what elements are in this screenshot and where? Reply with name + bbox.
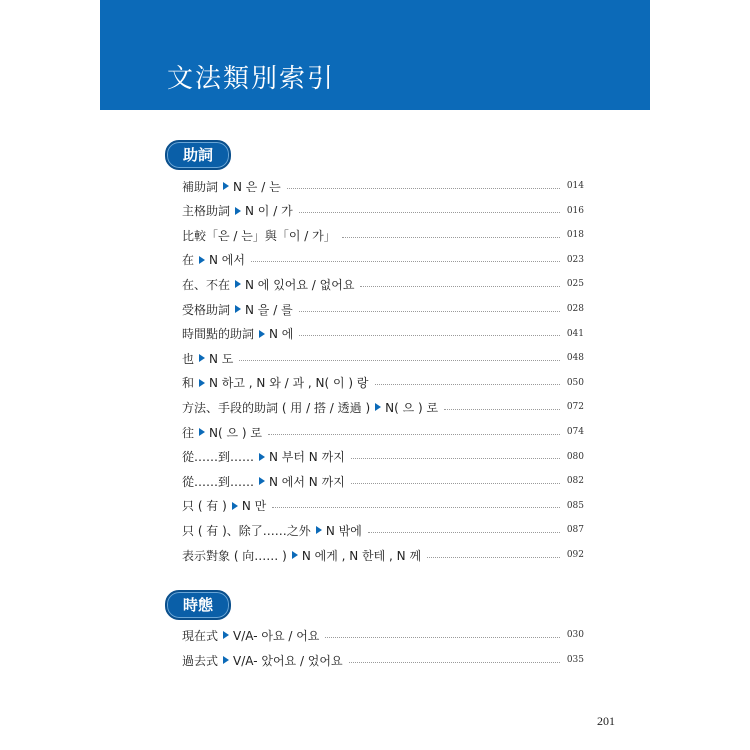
- section-label-particles: 助詞: [165, 140, 231, 170]
- index-entry: [182, 397, 584, 417]
- dot-leader: [287, 188, 560, 189]
- entry-chinese: 只 ( 有 ): [182, 499, 227, 514]
- entry-page-number: 087: [566, 525, 584, 536]
- entry-korean: N 만: [241, 499, 267, 514]
- entry-korean: N 하고 , N 와 / 과 , N( 이 ) 랑: [209, 376, 369, 391]
- index-entry: [182, 496, 584, 516]
- entry-page-number: 028: [566, 304, 584, 314]
- triangle-arrow-icon: [223, 182, 229, 190]
- triangle-arrow-icon: [235, 207, 241, 215]
- entry-korean: N 도: [209, 351, 234, 366]
- dot-leader: [325, 637, 560, 638]
- entry-korean: N 에서 N 까지: [269, 474, 345, 489]
- dot-leader: [427, 557, 560, 558]
- entry-korean: N 에 있어요 / 없어요: [245, 277, 355, 292]
- triangle-arrow-icon: [259, 453, 265, 461]
- entry-korean: N 부터 N 까지: [269, 450, 345, 465]
- index-entry: [182, 422, 584, 442]
- entry-korean: V/A- 았어요 / 었어요: [233, 653, 343, 668]
- entry-page-number: 014: [566, 181, 584, 191]
- index-entry: [182, 201, 584, 221]
- triangle-arrow-icon: [375, 403, 381, 411]
- entry-chinese: 也: [182, 351, 195, 366]
- index-entry: [182, 650, 584, 670]
- entry-chinese: 過去式: [182, 653, 219, 668]
- dot-leader: [368, 532, 560, 533]
- entry-chinese: 從……到……: [182, 450, 255, 465]
- entry-page-number: 082: [566, 476, 584, 487]
- entry-korean: N 이 / 가: [245, 204, 293, 219]
- entry-korean: N 을 / 를: [245, 302, 293, 317]
- entry-chinese: 現在式: [182, 628, 219, 643]
- section-label-tense: 時態: [165, 590, 231, 620]
- index-entry: [182, 520, 584, 540]
- dot-leader: [375, 384, 561, 385]
- triangle-arrow-icon: [235, 280, 241, 288]
- dot-leader: [444, 409, 560, 410]
- entry-korean: N 에: [269, 327, 294, 342]
- entry-chinese: 在、不在: [182, 277, 231, 292]
- entry-korean: N 밖에: [325, 523, 362, 538]
- triangle-arrow-icon: [199, 428, 205, 436]
- entry-page-number: 048: [566, 353, 584, 364]
- entry-chinese: 時間點的助詞: [182, 327, 255, 342]
- triangle-arrow-icon: [199, 379, 205, 387]
- triangle-arrow-icon: [259, 477, 265, 485]
- dot-leader: [299, 311, 560, 312]
- index-entry: [182, 324, 584, 344]
- dot-leader: [360, 286, 560, 287]
- entry-page-number: 041: [566, 328, 584, 339]
- triangle-arrow-icon: [199, 256, 205, 264]
- index-entry: [182, 545, 584, 565]
- entry-chinese: 只 ( 有 )、除了……之外: [182, 523, 311, 538]
- page-title: 文法類別索引: [167, 64, 336, 94]
- entry-chinese: 表示對象 ( 向…… ): [182, 548, 287, 563]
- index-entry: [182, 373, 584, 393]
- index-entry: [182, 225, 584, 245]
- entry-page-number: 080: [566, 451, 584, 462]
- entry-page-number: 074: [566, 427, 584, 437]
- entry-chinese: 受格助詞: [182, 302, 231, 317]
- book-page: [100, 0, 650, 750]
- entry-page-number: 092: [566, 550, 584, 560]
- entry-page-number: 030: [566, 630, 584, 640]
- dot-leader: [251, 261, 560, 262]
- entry-page-number: 085: [566, 500, 584, 511]
- dot-leader: [299, 212, 560, 213]
- header-banner: [100, 0, 650, 110]
- entry-chinese: 方法、手段的助詞 ( 用 / 搭 / 透過 ): [182, 400, 371, 415]
- entry-chinese: 主格助詞: [182, 204, 231, 219]
- dot-leader: [351, 483, 560, 484]
- index-entry: [182, 176, 584, 196]
- dot-leader: [272, 507, 560, 508]
- entry-chinese: 往: [182, 425, 195, 440]
- entry-page-number: 072: [566, 402, 584, 413]
- entry-chinese: 補助詞: [182, 179, 219, 194]
- entry-chinese: 比較「은 / 는」與「이 / 가」: [182, 228, 336, 243]
- dot-leader: [239, 360, 560, 361]
- dot-leader: [349, 662, 560, 663]
- index-entry: [182, 471, 584, 491]
- entry-korean: N( 으 ) 로: [209, 425, 262, 440]
- entry-page-number: 025: [566, 279, 584, 290]
- entry-chinese: 從……到……: [182, 474, 255, 489]
- dot-leader: [299, 335, 560, 336]
- entry-chinese: 和: [182, 376, 195, 391]
- dot-leader: [351, 458, 560, 459]
- index-entry: [182, 625, 584, 645]
- index-entry: [182, 299, 584, 319]
- dot-leader: [268, 434, 560, 435]
- entry-page-number: 050: [566, 377, 584, 388]
- triangle-arrow-icon: [259, 330, 265, 338]
- entry-page-number: 018: [566, 230, 584, 241]
- index-entry: [182, 447, 584, 467]
- entry-page-number: 023: [566, 254, 584, 265]
- entry-korean: N 에서: [209, 253, 245, 268]
- index-entry: [182, 274, 584, 294]
- triangle-arrow-icon: [223, 656, 229, 664]
- triangle-arrow-icon: [235, 305, 241, 313]
- entry-korean: N 은 / 는: [233, 179, 281, 194]
- entry-korean: N( 으 ) 로: [385, 400, 439, 415]
- entry-korean: N 에게 , N 한테 , N 께: [301, 548, 422, 563]
- entry-chinese: 在: [182, 253, 195, 268]
- entry-page-number: 016: [566, 205, 584, 216]
- index-entry: [182, 250, 584, 270]
- triangle-arrow-icon: [199, 354, 205, 362]
- page-number: 201: [597, 714, 615, 728]
- entry-page-number: 035: [566, 655, 584, 665]
- dot-leader: [342, 237, 560, 238]
- triangle-arrow-icon: [232, 502, 238, 510]
- triangle-arrow-icon: [223, 631, 229, 639]
- triangle-arrow-icon: [316, 526, 322, 534]
- triangle-arrow-icon: [292, 551, 298, 559]
- index-entry: [182, 348, 584, 368]
- entry-korean: V/A- 아요 / 어요: [233, 628, 320, 643]
